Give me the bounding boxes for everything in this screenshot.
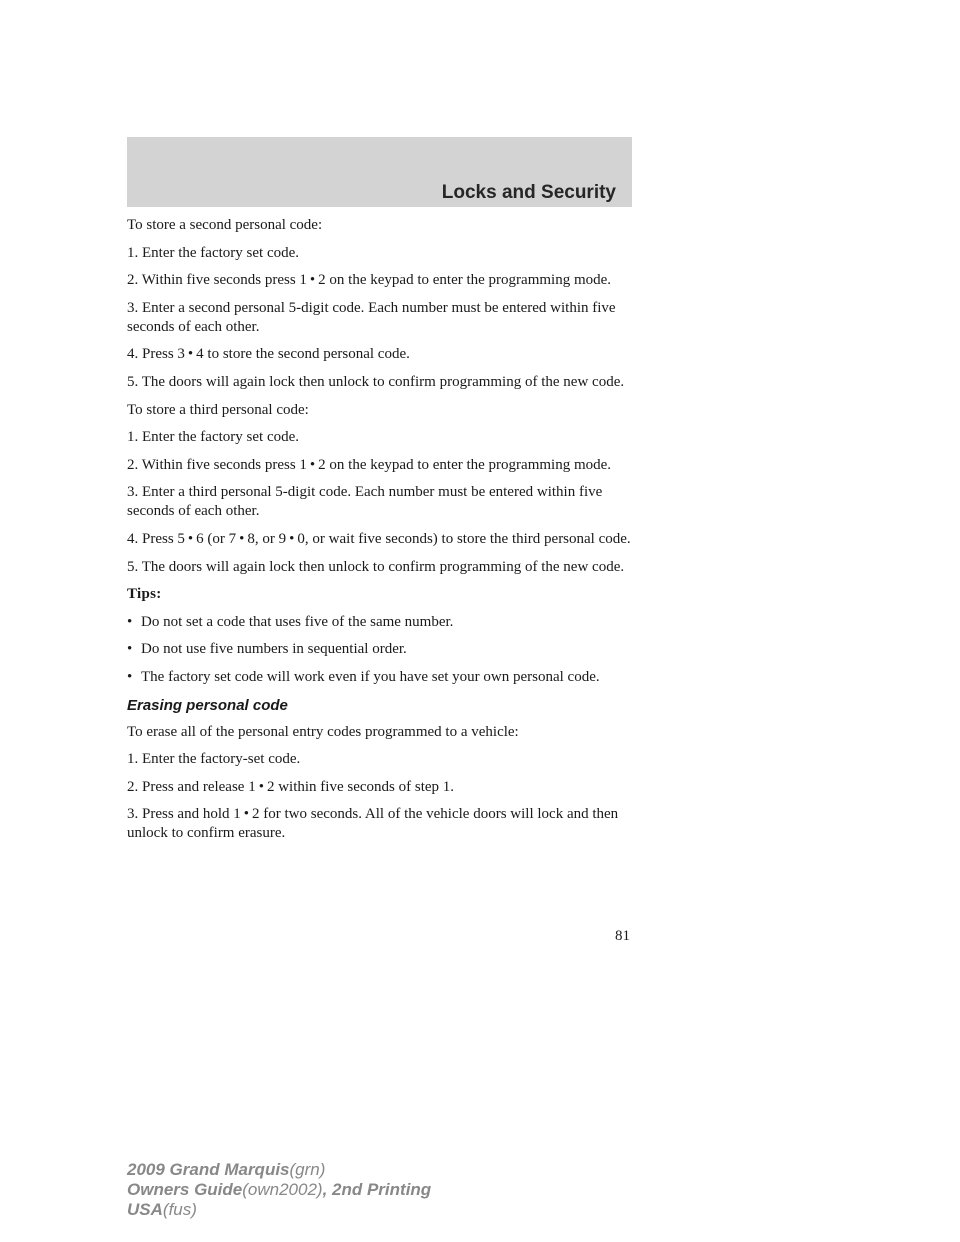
section-title: Locks and Security (441, 182, 616, 203)
paragraph: 2. Within five seconds press 1 • 2 on the keypad to enter the programming mode. (127, 456, 612, 473)
paragraph: 1. Enter the factory-set code. (127, 751, 301, 768)
subheading: Erasing personal code (127, 696, 288, 714)
footer-line (127, 1200, 431, 1220)
bullet-icon: • (127, 668, 133, 685)
page-body (127, 216, 635, 852)
list-item-text: Do not set a code that uses five of the same number. (141, 613, 454, 630)
footer-line (127, 1180, 431, 1200)
list-item (127, 668, 635, 687)
footer-model-code: (grn) (289, 1160, 326, 1179)
section-header-bar (127, 137, 632, 207)
paragraph: 3. Press and hold 1 • 2 for two seconds. All of the vehicle doors will lock and then unlock to confirm erasure. (127, 806, 619, 842)
paragraph: To store a second personal code: (127, 217, 323, 233)
footer-model: 2009 Grand Marquis (127, 1160, 290, 1179)
footer-printing: , 2nd Printing (322, 1180, 432, 1199)
footer (127, 1160, 431, 1220)
paragraph: 5. The doors will again lock then unlock to confirm programming of the new code. (127, 373, 625, 390)
list-item (127, 613, 635, 632)
paragraph: 4. Press 5 • 6 (or 7 • 8, or 9 • 0, or wait five seconds) to store the third personal code. (127, 530, 631, 547)
paragraph: To store a third personal code: (127, 401, 309, 418)
footer-line (127, 1160, 431, 1180)
footer-guide-code: (own2002) (242, 1180, 323, 1199)
paragraph: 5. The doors will again lock then unlock to confirm programming of the new code. (127, 558, 625, 575)
paragraph: 1. Enter the factory set code. (127, 244, 300, 261)
footer-market: USA (127, 1200, 163, 1219)
tips-list (127, 613, 635, 687)
list-item-text: Do not use five numbers in sequential order. (141, 641, 407, 658)
paragraph: 1. Enter the factory set code. (127, 429, 300, 446)
bullet-icon: • (127, 641, 133, 658)
footer-market-code: (fus) (162, 1200, 197, 1219)
bullet-icon: • (127, 613, 133, 630)
footer-guide: Owners Guide (127, 1180, 243, 1199)
paragraph: 2. Within five seconds press 1 • 2 on the keypad to enter the programming mode. (127, 272, 612, 289)
paragraph: 2. Press and release 1 • 2 within five seconds of step 1. (127, 778, 455, 795)
paragraph: 3. Enter a second personal 5-digit code. Each number must be entered within five seconds of each other. (127, 299, 616, 335)
paragraph: To erase all of the personal entry codes programmed to a vehicle: (127, 723, 519, 740)
paragraph: 3. Enter a third personal 5-digit code. Each number must be entered within five seconds of each other. (127, 484, 603, 520)
list-item-text: The factory set code will work even if you have set your own personal code. (141, 668, 600, 685)
page-number: 81 (615, 928, 630, 944)
tips-label: Tips: (127, 586, 162, 603)
list-item (127, 640, 635, 659)
paragraph: 4. Press 3 • 4 to store the second personal code. (127, 346, 410, 363)
